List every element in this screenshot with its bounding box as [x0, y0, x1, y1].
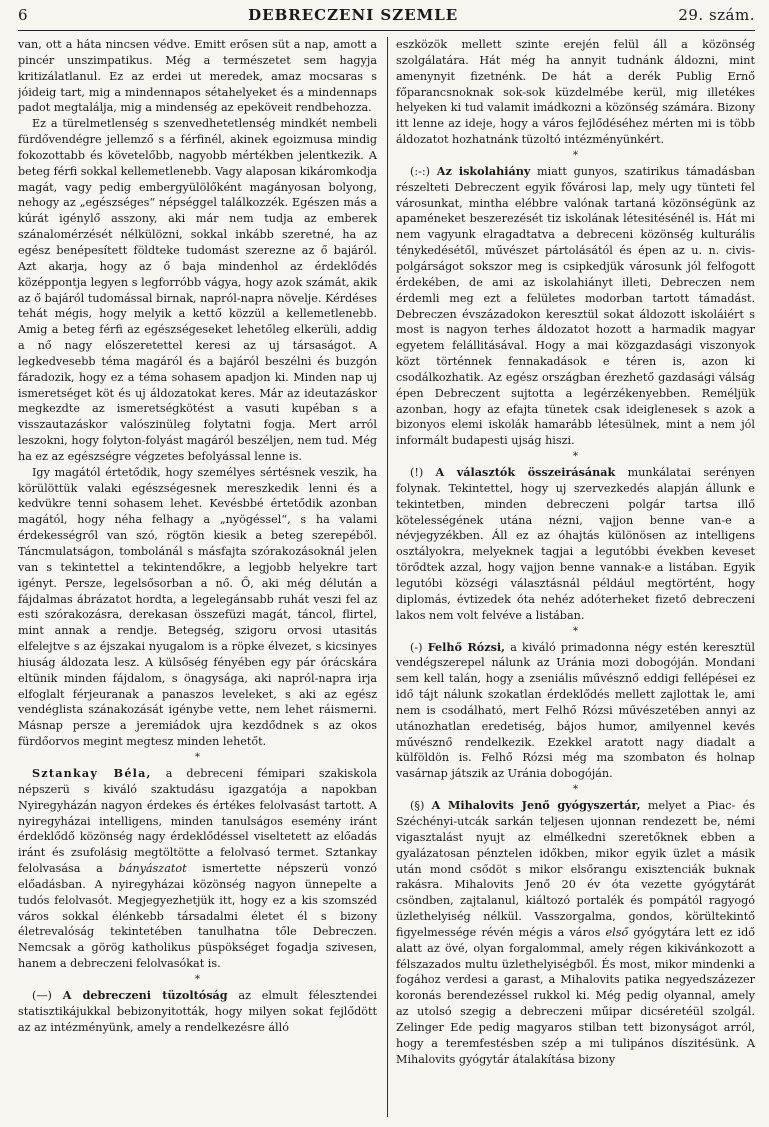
item-mark: (§) — [410, 799, 425, 813]
item-mark: (:-:) — [410, 164, 431, 178]
column-rule — [387, 37, 388, 1117]
news-item-sztankay: Sztankay Béla, a debreceni fémipari szakiskola népszerü s kiváló szaktudásu igazgatója a napokban Nyiregyházán nagyon érdekes és értékes felolvasást tartott. A nyiregyházai intelligens, minden tanulságos esemény iránt érdeklődő közönség nagy érdeklődéssel viseltetett az előadás iránt és zsufolásig megtöltötte a felolvasó termet. Sztankay felolvasása a bányászatot ismertette népszerü vonzó előadásban. A nyiregyházai közönség nagyon ünnepelte a tudós felolvasót. Megjegyezhetjük itt, hogy ez a kis szomszéd város sokkal élénkebb társadalmi életet él s bizony életrevalóság tekintetében tanulhatna tőle Debreczen. Nemcsak a görög katholikus püspökséget fogadja szivesen, hanem a debreczeni felolvasókat is. — [18, 765, 377, 971]
section-separator: * — [573, 451, 578, 463]
section-separator: * — [195, 973, 200, 985]
page-header — [18, 6, 755, 28]
item-lead: Felhő Rózsi, — [427, 639, 506, 654]
item-mark: (!) — [410, 466, 424, 480]
issue-number: 29. szám. — [678, 6, 755, 24]
news-item-tuzoltosag: (—) A debreczeni tüzoltóság az elmult félesztendei statisztikájukkal bebizonyitották, hogy milyen sokat fejlődött az az intézményünk, amely a rendelkezésre álló — [18, 987, 377, 1034]
section-separator: * — [195, 751, 200, 763]
news-item-felho-rozsi: (-) Felhő Rózsi, a kiváló primadonna négy estén keresztül vendégszerepel nálunk az Uránia mozi dobogóján. Mondani sem kell talán, hogy a zseniális művésznő eddigi fellépései ez idő tájt nálunk szokatlan érdeklődés mellett zajlottak le, ami nem is csodálható, mert Felhő Rózsi művészetében annyi az utánozhatlan eredetiség, bájos humor, amilyennel kevés művésznő rendelkezik. Ezekkel aratott nagy diadalt a külföldön is. Felhő Rózsi még ma szombaton és holnap vasárnap játszik az Uránia dobogóján. — [396, 639, 755, 781]
item-mark: (—) — [32, 988, 52, 1002]
item-lead: Az iskolahiány — [436, 163, 531, 178]
section-separator: * — [573, 625, 578, 637]
item-lead: A választók összeirásának — [435, 465, 616, 480]
paragraph: van, ott a háta nincsen védve. Emitt erősen süt a nap, amott a pincér unszimpatikus. Még a természetet sem hagyja kritizálatlanul. Ez az erdei ut meredek, amaz mocsaras s jóideig tart, mig a mindennapos sétahelyeket és a mindennaps padot megtalálja, mig a mindenség az epeköveit rendbehozza. — [18, 38, 377, 115]
news-item-iskolahiany: (:-:) Az iskolahiány miatt gunyos, szatirikus támadásban részelteti Debreczent egyik fővárosi lap, mely ugy tünteti fel városunkat, mintha elébbre valónak tartaná közönségünk az apaméneket beszerezését tiz iskolának létesitésénél is. Hát mi nem vagyunk elragadtatva a debreceni közönség kulturális ténykedésétől, művészet pártolásától és épen az u. n. civis-polgárságot sokszor meg is csipkedjük városunk jól felfogott érdekében, de ami az iskolahiányt illeti, Debreczen nem érdemli meg ezt a felületes modorban tartott támadást. Debreczen évszázadokon keresztül sokat áldozott iskoláiért s most is nagyon terhes áldozatot hozott a harmadik magyar egyetem felállitásával. Hogy a mai közgazdasági viszonyok közt történnek fennakadások e téren is, azon ki csodálkozhatik. Az egész országban érezhető gazdasági válság épen Debreczent sujtotta a legérzékenyebben. Reméljük azonban, hogy az efajta tünetek csak ideiglenesek s azok a bizonyos elemi iskolák hamarább létesülnek, mint a nem jól informált budapesti ujság hiszi. — [396, 163, 755, 448]
item-mark: (-) — [410, 640, 423, 654]
news-item-mihalovits: (§) A Mihalovits Jenő gyógyszertár, melyet a Piac- és Széchényi-utcák sarkán teljesen ujonnan rendezett be, némi vigasztalást nyujt az elmélkedni szeretőknek ebben a gyalázatosan pénztelen időkben, mikor egyik üzlet a másik után mond csődöt s mikor elsőrangu exisztenciák buknak rakásra. Mihalovits Jenő 20 év óta vezette gyógytárát csöndben, zajtalanul, kiáltozó portalék és pompától ragyogó üzlethelyiség nélkül. Vasszorgalma, gondos, körültekintő figyelmessége révén mégis a város első gyógytára lett ez idő alatt az övé, olyan forgalommal, amely régen kikivánkozott a félszazados multu üzlethelyiségből. És most, mikor mindenki a fogához verdesi a garast, a Mihalovits patika negyedszázezer koronás berendezéssel rukkol ki. Még pedig olyannal, amely az utolsó szegig a debreczeni műipar dicséretéül szolgál. Zelinger Ede pedig magyaros stilban tett bizonyságot arról, hogy a teremfestésben szép a mi tulipános díszitésünk. A Mihalovits gyógytár átalakítása bizony — [396, 798, 755, 1066]
header-rule — [18, 30, 755, 31]
item-lead: A Mihalovits Jenő gyógyszertár, — [431, 798, 641, 813]
page-number: 6 — [18, 6, 29, 24]
journal-title: DEBRECZENI SZEMLE — [248, 6, 459, 24]
news-item-valasztok: (!) A választók összeirásának munkálatai serényen folynak. Tekintettel, hogy uj szervezkedés alapján állunk e tekintetben, minden debreczeni polgár tartsa illő kötelességének utána nézni, vajjon benne van-e a névjegyzékben. Áll ez az óhajtás különösen az intelligens osztályokra, melyeknek tagjai a legutóbbi években keveset törődtek azzal, hogy vajjon benne vannak-e a listában. Egyik legutóbi községi választásnál például megtörtént, hogy diplomás, évtizedek óta nehéz adóterheket fizető debreczeni lakos nem volt felvéve a listában. — [396, 465, 755, 622]
item-lead: A debreczeni tüzoltóság — [62, 987, 228, 1002]
left-column — [18, 37, 387, 1117]
paragraph: Igy magától értetődik, hogy személyes sértésnek veszik, ha körülöttük valaki egészségesnek mereszkedik lenni és a kedvükre tenni sohasem lehet. Kevésbbé értetődik azonban magától, hogy néha felhagy a „nyögéssel“, s ha valami érdekességről van szó, rögtön kiesik a beteg szerepéből. Táncmulatságon, tombolánál s másfajta szórakozásoknál jelen van s tekintettel a tekintendőkre, a legjobb helyekre tart igényt. Persze, legelsősorban a nő. Ő, aki még délután a fájdalmas ábrázatot hordta, a legelegánsabb ruhát veszi fel az esti szórakozásra, derekasan összefüzi magát, táncol, flirtel, mint annak a rendje. Betegség, szigoru orvosi utasitás elfelejtve s az éjszakai nyugalom is a röpke élvezet, s kicsinyes hiuság áldozata lesz. A külsőség fényében egy pár órácskára eltünik minden fájdalom, s önagysága, aki napról-napra irja elfoglalt férjeuranak a panaszos leveleket, s aki az egész vendéglista szánakozását igénybe vette, nem lehet ráismerni. Másnap persze a jeremiádok ujra kezdődnek s az okos fürdőorvos megint megtesz minden lehetőt. — [18, 465, 377, 749]
item-lead: Sztankay Béla, — [32, 765, 152, 780]
article-columns — [18, 37, 755, 1117]
paragraph: Ez a türelmetlenség s szenvedhetetlenség mindkét nembeli fürdővendégre jellemző s a férfinél, akinek egoizmusa mindig fokozottabb és követelőbb, nagyobb mértékben jelentkezik. A beteg férfi sokkal kellemetlenebb. Vagy alaposan kikáromkodja magát, vagy pedig embergyülölőként magányosan bolyong, nehogy az „egészséges“ népséggel találkozzék. Egészen más a kúrát igénylő asszony, aki már nem tudja az emberek szánalomérzését nélkülözni, sokkal inkább szeretné, ha az egész benépesített földteke tudomást szerezne az ő bajáról. Azt akarja, hogy az ő baja mindenhol az érdeklődés középpontja legyen s legforróbb vágya, hogy azok számát, akik az ő bajáról tudomással birnak, napról-napra növelje. Kérdéses tehát mégis, hogy melyik a kettő közzül a kellemetlenebb. Amig a beteg férfi az egészségeseket lehetőleg elkerüli, addig a nő nagy előszeretettel keresi az uj társaságot. A legkedvesebb téma magáról és a bajáról beszélni és buzgón fáradozik, hogy ez a téma sohasem apadjon ki. Minden nap uj ismeretséget köt és uj áldozatokat keres. Már az ideutazáskor megkezdte az ismeretségkötést a vasuti kupéban s a visszautazáskor valószinüleg folytatni fogja. Mert arról leszokni, hogy folyton-folyást magáról beszéljen, nem tud. Még ha ez az egészségre végzetes befolyással lenne is. — [18, 117, 378, 463]
paragraph: eszközök mellett szinte erején felül áll a közönség szolgálatára. Hát még ha annyit tudnánk áldozni, mint amenynyit fizetnénk. De hát a derék Publig Ernő főparancsnoknak sok-sok küzdelmébe kerül, mig illetékes helyeken ki tud valamit imádkozni a közönség számára. Bizony itt lenne az ideje, hogy a város fejlődéséhez mérten mi is több áldozatot hozhatnánk tüzoltó intézményünkért. — [396, 38, 755, 147]
section-separator: * — [573, 784, 578, 796]
section-separator: * — [573, 149, 578, 161]
right-column — [396, 37, 755, 1117]
